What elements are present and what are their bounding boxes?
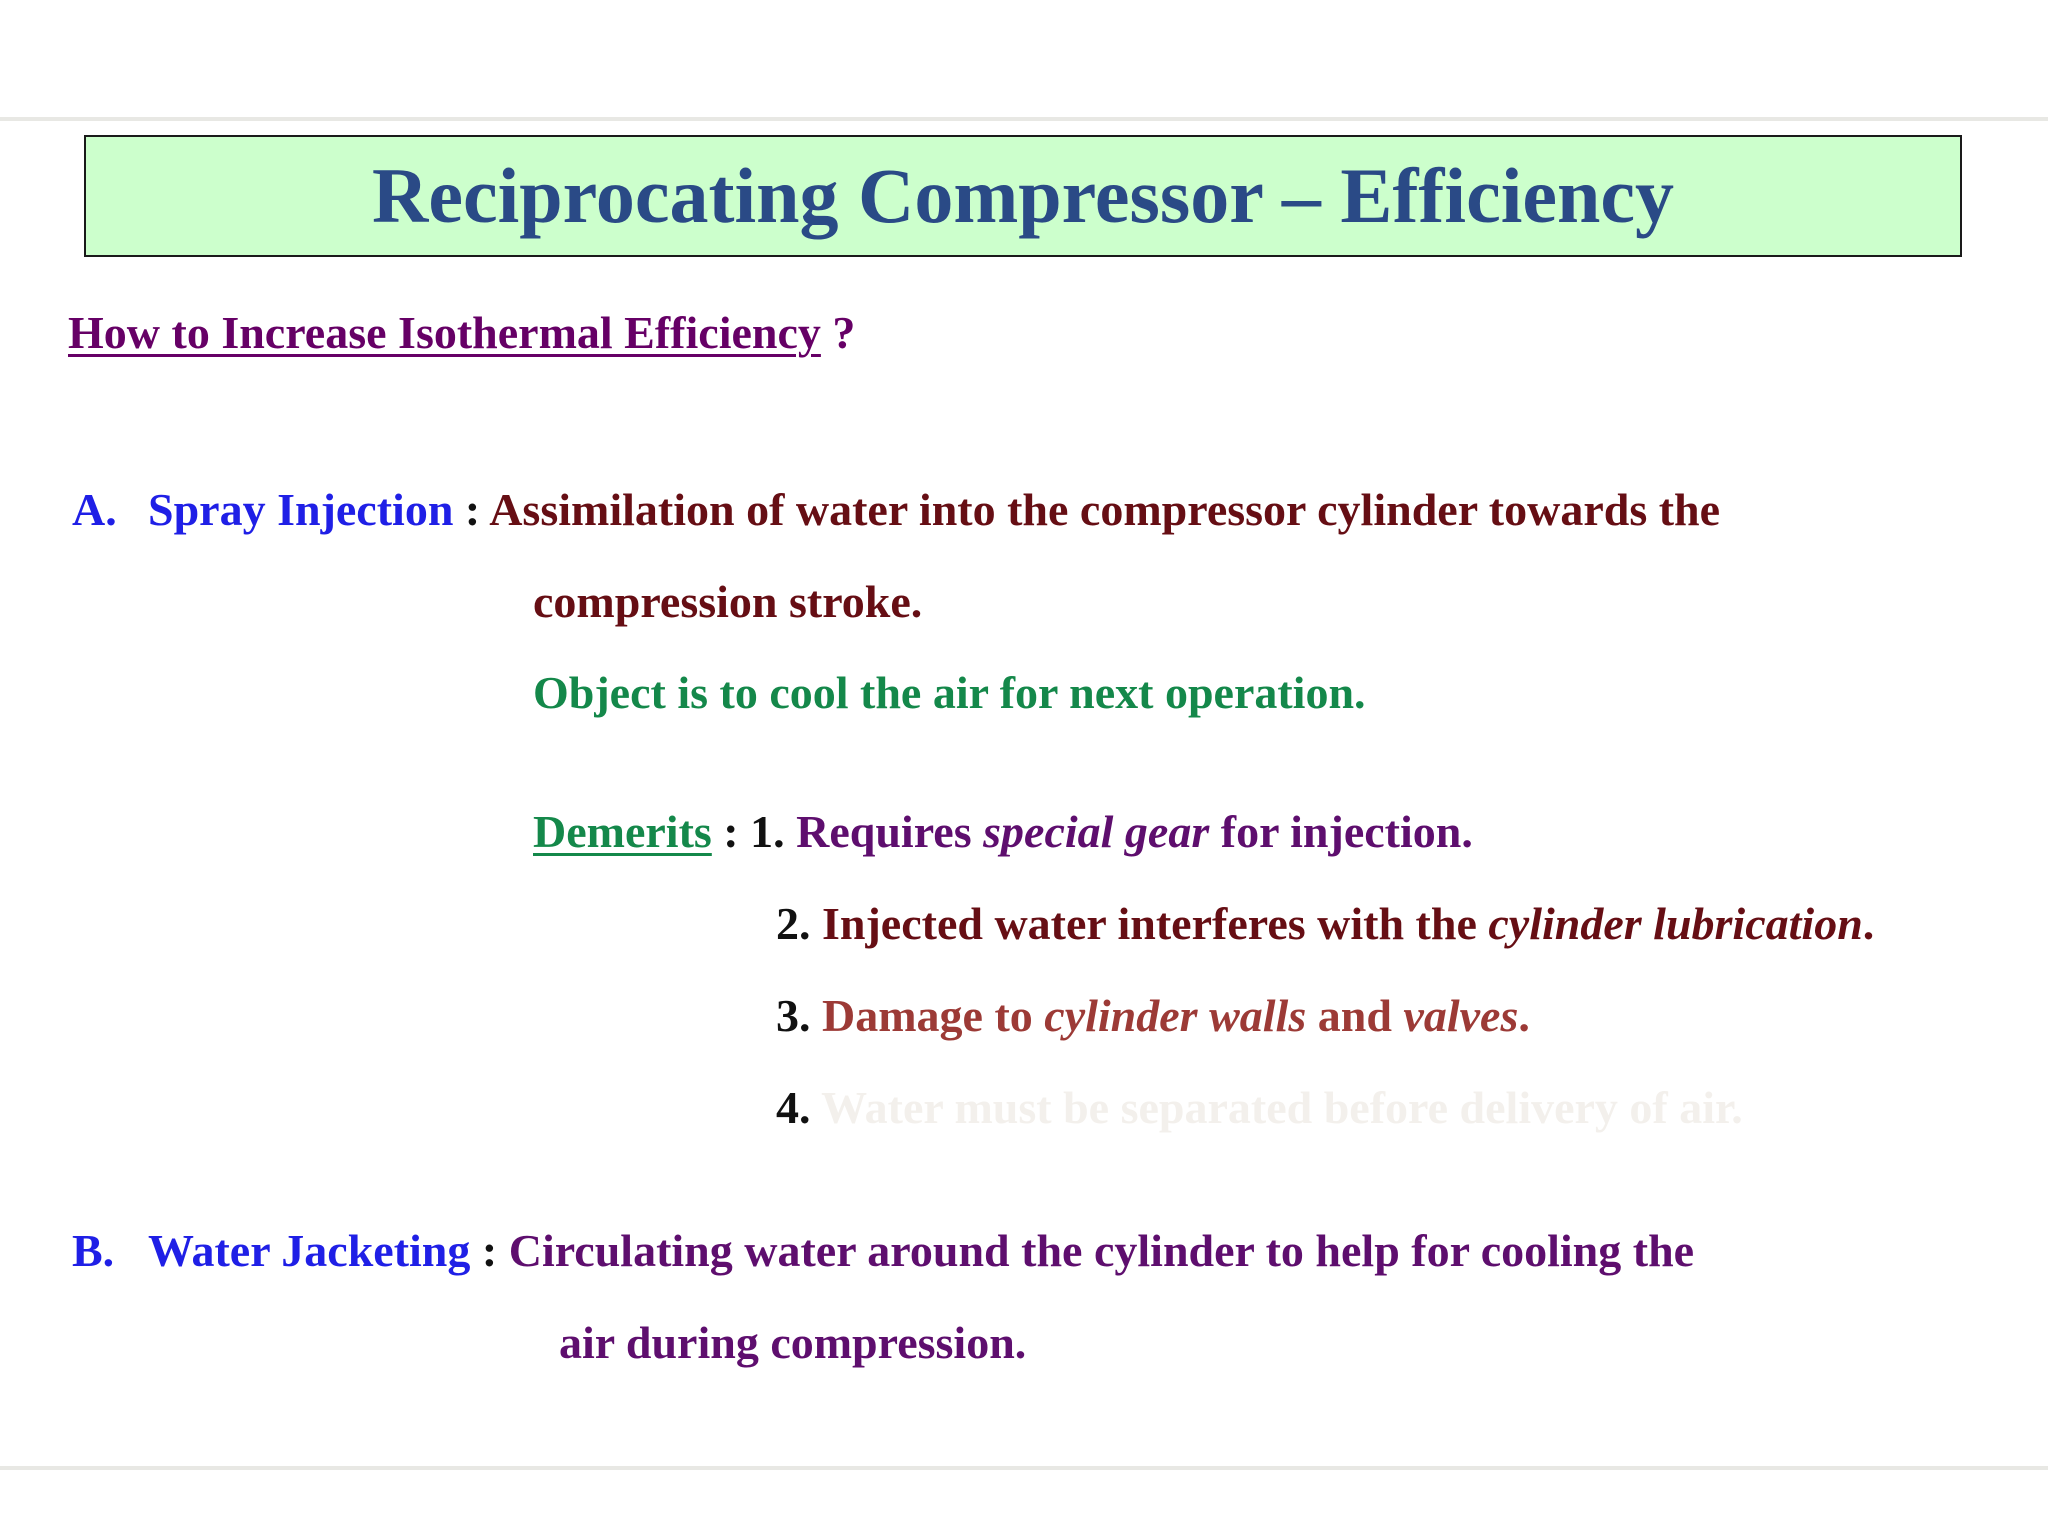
section-b-marker: B. (72, 1225, 115, 1276)
section-a-line2: compression stroke. (533, 576, 923, 627)
demerit-row-3 (776, 990, 1530, 1041)
demerit-text: Water must be separated before delivery of air. (821, 1082, 1743, 1133)
question-heading (68, 307, 856, 358)
demerit-text: Damage to cylinder walls and valves. (822, 990, 1530, 1041)
demerit-row-4 (776, 1082, 1743, 1133)
demerit-row-2 (776, 898, 1875, 949)
demerit-row-1 (533, 806, 1473, 857)
bottom-divider (0, 1466, 2048, 1470)
demerit-text: Requires special gear for injection. (796, 806, 1473, 857)
slide-title: Reciprocating Compressor – Efficiency (372, 152, 1674, 239)
demerit-number: 1. (750, 806, 785, 857)
section-b-heading: Water Jacketing (148, 1225, 471, 1276)
section-a-marker: A. (72, 484, 117, 535)
section-b-colon: : (481, 1225, 498, 1276)
demerit-number: 4. (776, 1082, 811, 1133)
question-mark: ? (832, 307, 856, 358)
demerit-number: 3. (776, 990, 811, 1041)
section-a-heading-line (72, 484, 1721, 535)
section-b-line1: Circulating water around the cylinder to help for cooling the (508, 1225, 1695, 1276)
section-b-heading-line (72, 1225, 1695, 1276)
section-a-object-line: Object is to cool the air for next operation. (533, 667, 1366, 718)
demerit-number: 2. (776, 898, 811, 949)
section-a-heading: Spray Injection (148, 484, 454, 535)
demerit-text: Injected water interferes with the cylinder lubrication. (822, 898, 1875, 949)
section-a-line1: Assimilation of water into the compressor cylinder towards the (489, 484, 1721, 535)
section-a-colon: : (464, 484, 481, 535)
demerits-label: Demerits (533, 806, 712, 857)
question-text: How to Increase Isothermal Efficiency (68, 307, 821, 358)
section-b-line2: air during compression. (559, 1317, 1027, 1368)
demerits-colon: : (723, 806, 739, 857)
slide-title-box (84, 135, 1962, 257)
top-divider (0, 117, 2048, 121)
